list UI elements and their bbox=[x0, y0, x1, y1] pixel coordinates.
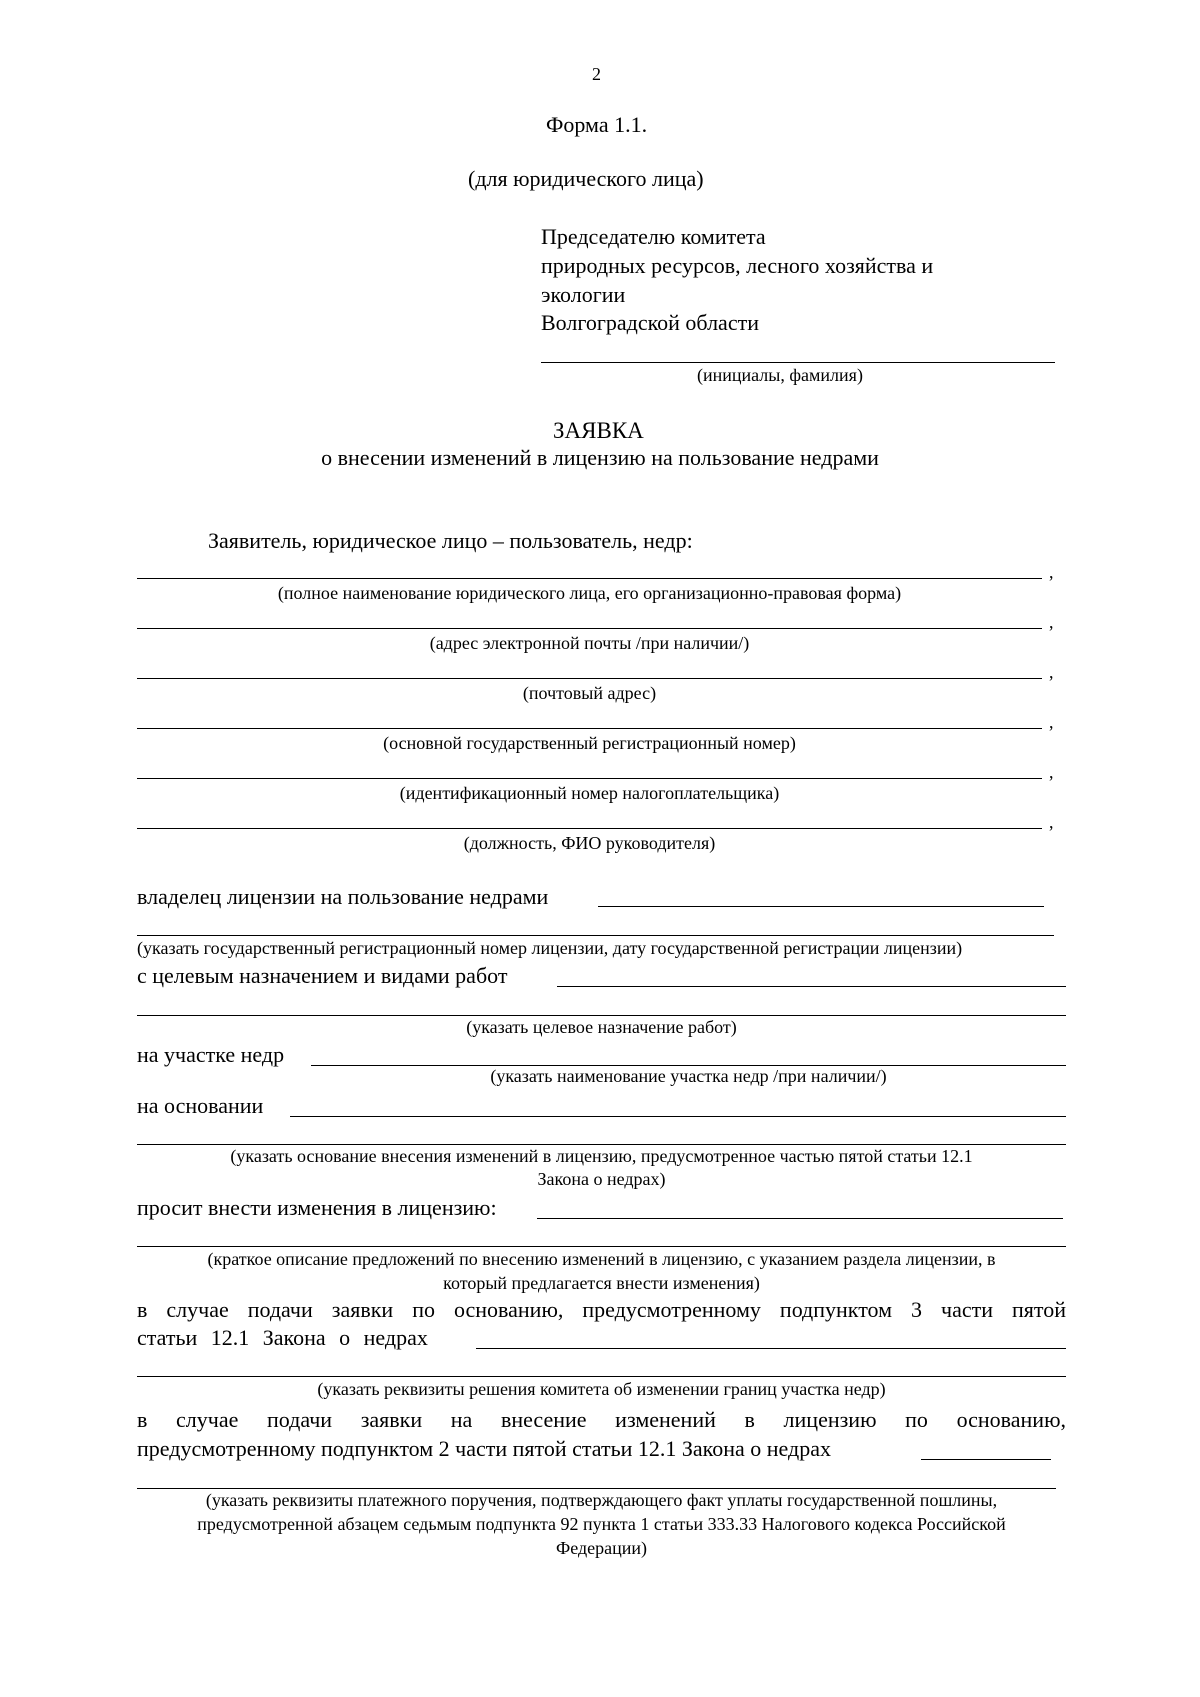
document-subtitle: о внесении изменений в лицензию на пользование недрами bbox=[321, 445, 879, 470]
signature-caption: (инициалы, фамилия) bbox=[697, 365, 863, 385]
license-owner-line bbox=[598, 906, 1044, 907]
purpose-caption: (указать целевое назначение работ) bbox=[466, 1017, 737, 1037]
license-owner-line-2 bbox=[137, 935, 1054, 936]
field-line bbox=[137, 578, 1042, 579]
request-caption: который предлагается внести изменения) bbox=[443, 1273, 760, 1293]
field-caption: (основной государственный регистрационный номер) bbox=[383, 733, 796, 753]
page-number: 2 bbox=[592, 64, 601, 84]
document-title: ЗАЯВКА bbox=[553, 418, 644, 443]
field-line bbox=[137, 678, 1042, 679]
request-line-2 bbox=[137, 1246, 1066, 1247]
field-comma: , bbox=[1049, 612, 1054, 632]
purpose-line bbox=[557, 986, 1066, 987]
field-caption: (полное наименование юридического лица, его организационно-правовая форма) bbox=[277, 583, 902, 603]
case3-line-field-2 bbox=[137, 1376, 1066, 1377]
case2-line-field-2 bbox=[137, 1488, 1056, 1489]
field-comma: , bbox=[1049, 562, 1054, 582]
basis-caption: (указать основание внесения изменений в лицензию, предусмотренное частью пятой статьи 12.1 bbox=[230, 1146, 973, 1166]
field-caption: (адрес электронной почты /при наличии/) bbox=[429, 633, 750, 653]
request-caption: (краткое описание предложений по внесению изменений в лицензию, с указанием раздела лицензии, в bbox=[207, 1249, 996, 1269]
addressee-line: Председателю комитета bbox=[541, 224, 766, 249]
field-line bbox=[137, 628, 1042, 629]
case2-caption: предусмотренной абзацем седьмым подпункта 92 пункта 1 статьи 333.33 Налогового кодекса Российской bbox=[197, 1514, 1006, 1534]
field-comma: , bbox=[1049, 712, 1054, 732]
purpose-line-2 bbox=[137, 1015, 1066, 1016]
case2-line: в случае подачи заявки на внесение изменений в лицензию по основанию, bbox=[137, 1407, 1066, 1432]
addressee-line: природных ресурсов, лесного хозяйства и bbox=[541, 253, 934, 278]
addressee-line: экологии bbox=[541, 282, 626, 307]
field-line bbox=[137, 728, 1042, 729]
signature-line bbox=[541, 362, 1055, 363]
case2-line: предусмотренному подпунктом 2 части пятой статьи 12.1 Закона о недрах bbox=[137, 1436, 831, 1461]
case3-line: статьи 12.1 Закона о недрах bbox=[137, 1325, 428, 1350]
field-caption: (должность, ФИО руководителя) bbox=[463, 833, 716, 853]
case2-caption: Федерации) bbox=[555, 1538, 647, 1558]
case3-line-field bbox=[476, 1348, 1066, 1349]
site-label: на участке недр bbox=[137, 1042, 285, 1067]
field-comma: , bbox=[1049, 762, 1054, 782]
form-title: Форма 1.1. bbox=[546, 112, 648, 137]
case3-caption: (указать реквизиты решения комитета об изменении границ участка недр) bbox=[317, 1379, 886, 1399]
license-owner-caption: (указать государственный регистрационный номер лицензии, дату государственной регистрации лицензии) bbox=[137, 938, 963, 958]
form-subtitle: (для юридического лица) bbox=[468, 166, 704, 191]
field-line bbox=[137, 778, 1042, 779]
case2-line-field bbox=[921, 1459, 1051, 1460]
license-owner-label: владелец лицензии на пользование недрами bbox=[137, 884, 549, 909]
purpose-label: с целевым назначением и видами работ bbox=[137, 963, 508, 988]
basis-caption: Закона о недрах) bbox=[537, 1169, 666, 1189]
case3-line: в случае подачи заявки по основанию, предусмотренному подпунктом 3 части пятой bbox=[137, 1297, 1066, 1322]
field-line bbox=[137, 828, 1042, 829]
field-caption: (почтовый адрес) bbox=[522, 683, 657, 703]
basis-line bbox=[290, 1116, 1066, 1117]
applicant-intro: Заявитель, юридическое лицо – пользователь, недр: bbox=[208, 528, 693, 553]
case2-caption: (указать реквизиты платежного поручения, подтверждающего факт уплаты государственной пошлины, bbox=[205, 1490, 998, 1510]
addressee-line: Волгоградской области bbox=[541, 310, 759, 335]
field-caption: (идентификационный номер налогоплательщика) bbox=[399, 783, 780, 803]
site-caption: (указать наименование участка недр /при наличии/) bbox=[490, 1066, 887, 1086]
request-label: просит внести изменения в лицензию: bbox=[137, 1195, 497, 1220]
basis-label: на основании bbox=[137, 1093, 264, 1118]
field-comma: , bbox=[1049, 812, 1054, 832]
field-comma: , bbox=[1049, 662, 1054, 682]
basis-line-2 bbox=[137, 1144, 1066, 1145]
request-line bbox=[537, 1218, 1063, 1219]
